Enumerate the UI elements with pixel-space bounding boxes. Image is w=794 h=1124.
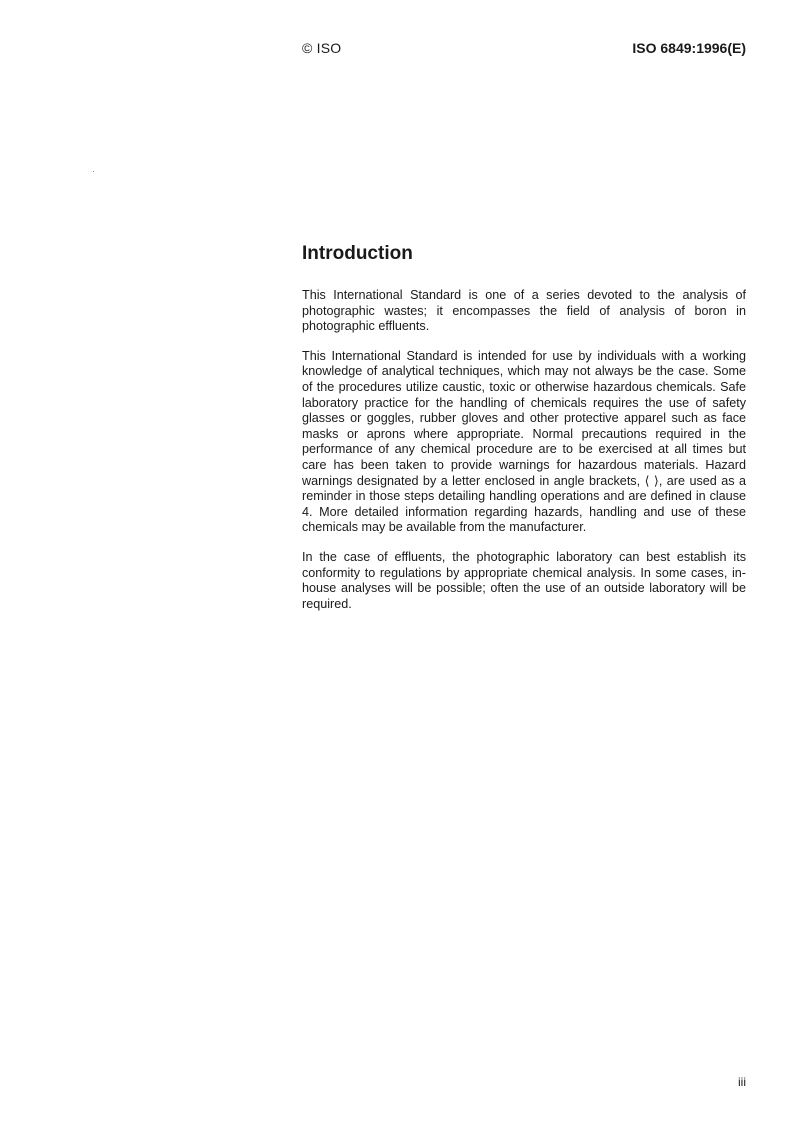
scan-speck — [93, 171, 94, 172]
paragraph-3: In the case of effluents, the photographic laboratory can best establish its conformity to regulations by appropriate chemical analysis. In some cases, in-house analyses will be possible; often the use of an outside laboratory will be required. — [302, 549, 746, 611]
paragraph-2: This International Standard is intended for use by individuals with a working knowledge of analytical techniques, which may not always be the case. Some of the procedures utilize caustic, toxic or otherwise hazardous chemicals. Safe laboratory practice for the handling of chemicals requires the use of safety glasses or goggles, rubber gloves and other protective apparel such as face masks or aprons where appropriate. Normal precautions required in the performance of any chemical procedure are to be exercised at all times but care has been taken to provide warnings for hazardous materials. Hazard warnings designated by a letter enclosed in angle brackets, ⟨ ⟩, are used as a reminder in those steps detailing handling operations and are defined in clause 4. More detailed information regarding hazards, handling and use of these chemicals may be available from the manufacturer. — [302, 348, 746, 535]
standard-id: ISO 6849:1996(E) — [632, 40, 746, 56]
page-number: iii — [738, 1075, 746, 1089]
copyright-label: © ISO — [302, 40, 342, 56]
section-title: Introduction — [302, 243, 413, 264]
paragraph-1: This International Standard is one of a series devoted to the analysis of photographic wastes; it encompasses the field of analysis of boron in photographic effluents. — [302, 288, 746, 334]
section-body — [302, 288, 746, 626]
